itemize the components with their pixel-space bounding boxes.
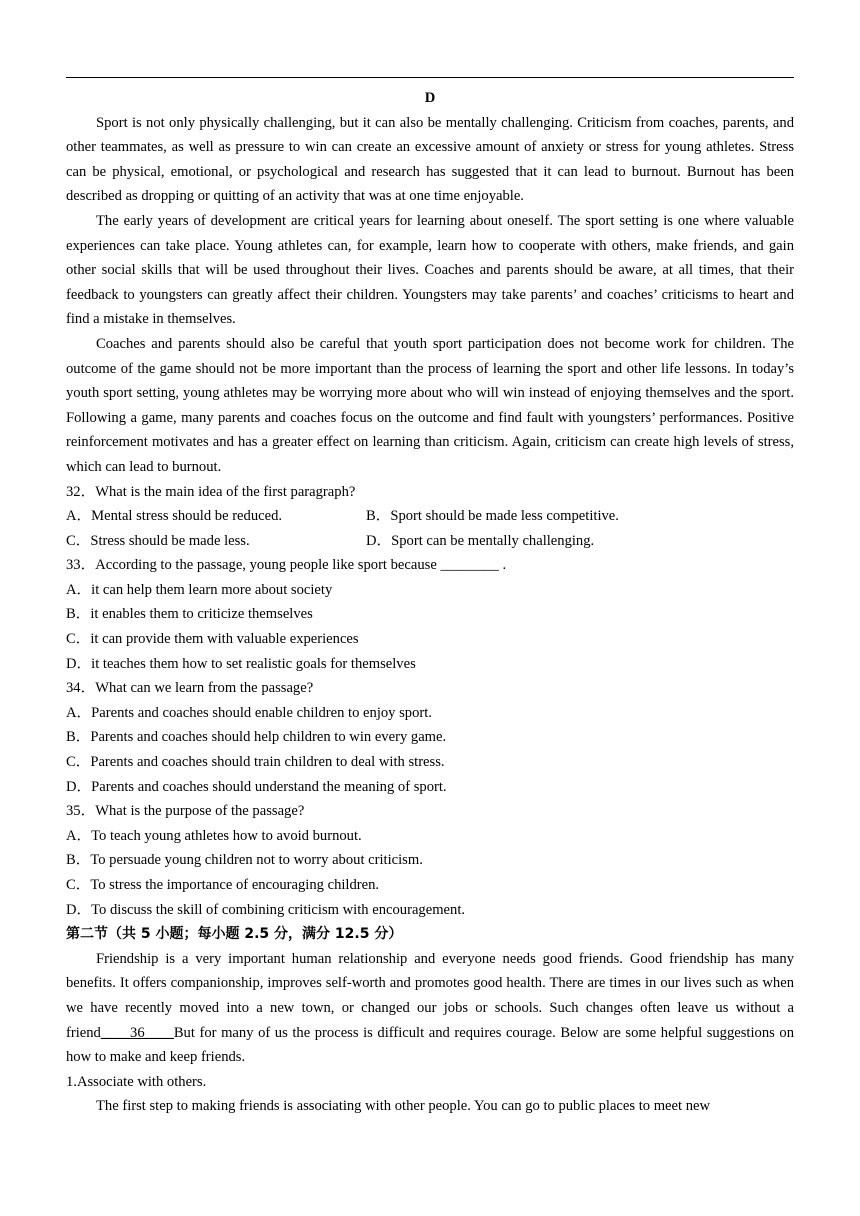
question-34 xyxy=(66,676,794,799)
option-d: D．Sport can be mentally challenging. xyxy=(366,532,595,549)
paragraph-text: Friendship is a very important human relationship and everyone needs good friends. Good friendship has many benefits. It offers companionship, improves self-worth and promotes good health. There are times in our lives such as when we have recently moved into a new town, or changed our jobs or schools. Such changes often leave us without a friend xyxy=(66,950,794,1041)
passage-heading: D xyxy=(424,90,436,106)
question-stem: 32．What is the main idea of the first paragraph? xyxy=(66,483,356,500)
option-a: A．Parents and coaches should enable children to enjoy sport. xyxy=(66,704,432,721)
option-b: B．To persuade young children not to worry about criticism. xyxy=(66,852,423,869)
option-a: A．To teach young athletes how to avoid burnout. xyxy=(66,827,362,844)
option-c: C．To stress the importance of encouraging children. xyxy=(66,877,380,893)
section-paragraph-2: The first step to making friends is associating with other people. You can go to public places to meet new xyxy=(96,1098,711,1115)
question-35 xyxy=(66,799,794,922)
option-c: C．Stress should be made less. xyxy=(66,532,250,549)
header-rule xyxy=(66,77,794,78)
option-d: D．it teaches them how to set realistic goals for themselves xyxy=(66,655,416,672)
question-stem: 35．What is the purpose of the passage? xyxy=(66,803,305,820)
blank-36: ____36____ xyxy=(100,1024,174,1041)
option-d: D．Parents and coaches should understand the meaning of sport. xyxy=(66,778,447,795)
option-c: C．it can provide them with valuable experiences xyxy=(66,631,359,648)
option-b: B．Sport should be made less competitive. xyxy=(366,508,619,525)
option-b: B．it enables them to criticize themselves xyxy=(66,606,313,623)
question-stem: 34．What can we learn from the passage? xyxy=(66,680,314,697)
paragraph-text: But for many of us the process is difficult and requires courage. Below are some helpful suggestions on how to make and keep friends. xyxy=(66,1024,794,1066)
passage-paragraph-1: Sport is not only physically challenging, but it can also be mentally challenging. Criticism from coaches, parents, and other teammates, as well as pressure to win can create an excessive amount of anxiety or stress for young athletes. Stress can be physical, emotional, or psychological and research has suggested that it can lead to burnout. Burnout has been described as dropping or quitting of an activity that was at one time enjoyable. xyxy=(66,114,794,205)
question-33 xyxy=(66,553,794,676)
question-32 xyxy=(66,480,794,554)
document-body xyxy=(66,86,794,1119)
section-paragraph-1 xyxy=(66,947,794,1070)
suggestion-heading: 1.Associate with others. xyxy=(66,1073,207,1090)
passage-paragraph-2: The early years of development are critical years for learning about oneself. The sport setting is one where valuable experiences can take place. Young athletes can, for example, learn how to cooperate with others, make friends, and gain other social skills that will be used throughout their lives. Coaches and parents should be aware, at all times, that their feedback to youngsters can greatly affect their children. Youngsters may take parents’ and coaches’ criticisms to heart and find a mistake in themselves. xyxy=(66,212,794,328)
option-c: C．Parents and coaches should train children to deal with stress. xyxy=(66,754,445,771)
section-heading: 第二节（共 5 小题；每小题 2.5 分，满分 12.5 分） xyxy=(66,926,403,943)
option-a: A．it can help them learn more about society xyxy=(66,581,333,598)
passage-paragraph-3: Coaches and parents should also be careful that youth sport participation does not become work for children. The outcome of the game should not be more important than the process of learning the sport and other life lessons. In today’s youth sport setting, young athletes may be worrying more about who will win instead of enjoying themselves and the sport. Following a game, many parents and coaches focus on the outcome and find fault with youngsters’ performances. Positive reinforcement motivates and has a greater effect on learning than criticism. Again, criticism can create high levels of stress, which can lead to burnout. xyxy=(66,335,794,475)
option-b: B．Parents and coaches should help children to win every game. xyxy=(66,729,447,746)
option-a: A．Mental stress should be reduced. xyxy=(66,508,283,525)
option-d: D．To discuss the skill of combining criticism with encouragement. xyxy=(66,901,466,918)
question-stem: 33．According to the passage, young people like sport because ________ . xyxy=(66,557,507,574)
